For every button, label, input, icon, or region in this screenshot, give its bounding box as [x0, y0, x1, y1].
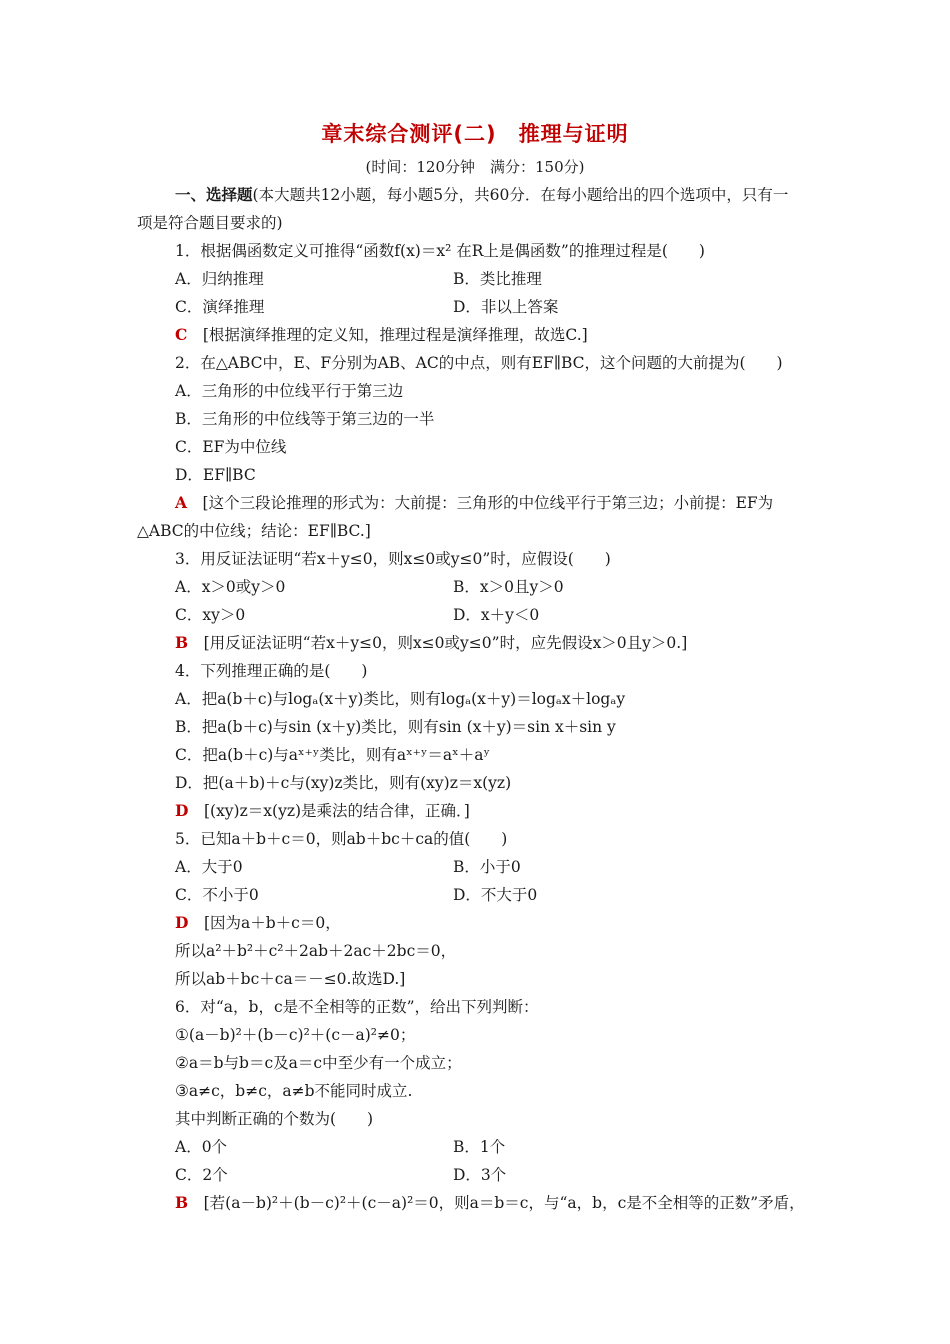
- q6-answer: [175, 1192, 805, 1214]
- q2-option-c: C．EF为中位线: [175, 438, 287, 456]
- q6-option-b: B．1个: [453, 1138, 506, 1156]
- q3-answer: [175, 632, 687, 654]
- q6-ask: 其中判断正确的个数为( ): [175, 1110, 374, 1128]
- q6-option-c: C．2个: [175, 1166, 228, 1184]
- q3-explanation: [用反证法证明“若x＋y≤0，则x≤0或y≤0”时，应先假设x＞0且y＞0.]: [203, 634, 688, 652]
- q4-explanation: [(xy)z＝x(yz)是乘法的结合律，正确．]: [203, 802, 470, 820]
- question-2-stem: 2．在△ABC中，E、F分别为AB、AC的中点，则有EF∥BC，这个问题的大前提为( ): [175, 354, 783, 372]
- q1-option-a: A．归纳推理: [175, 270, 264, 288]
- q1-option-c: C．演绎推理: [175, 298, 265, 316]
- q6-judgment-1: ①(a－b)²＋(b－c)²＋(c－a)²≠0；: [175, 1026, 416, 1044]
- q6-answer-letter: B: [175, 1193, 189, 1212]
- q6-explanation: [若(a－b)²＋(b－c)²＋(c－a)²＝0，则a＝b＝c，与“a，b，c是不全相等的正数”矛盾，: [203, 1194, 805, 1212]
- section-intro: [175, 184, 788, 206]
- q5-option-c: C．不小于0: [175, 886, 259, 904]
- section-heading: 一、选择题: [175, 186, 253, 204]
- q2-answer: [175, 492, 773, 514]
- question-3-stem: 3．用反证法证明“若x＋y≤0，则x≤0或y≤0”时，应假设( ): [175, 550, 611, 568]
- q3-option-d: D．x＋y＜0: [453, 606, 540, 624]
- q4-option-b: B．把a(b＋c)与sin (x＋y)类比，则有sin (x＋y)＝sin x＋sin y: [175, 718, 616, 736]
- q4-option-a: A．把a(b＋c)与logₐ(x＋y)类比，则有logₐ(x＋y)＝logₐx＋logₐy: [175, 690, 626, 708]
- q5-answer-letter: D: [175, 913, 189, 932]
- q5-explanation-line3: 所以ab＋bc＋ca＝－≤0.故选D.]: [175, 970, 406, 988]
- section-intro-text: (本大题共12小题，每小题5分，共60分．在每小题给出的四个选项中，只有一: [252, 186, 789, 204]
- q4-answer-letter: D: [175, 801, 189, 820]
- q6-option-a: A．0个: [175, 1138, 228, 1156]
- q5-option-a: A．大于0: [175, 858, 243, 876]
- question-6-stem: 6．对“a，b，c是不全相等的正数”，给出下列判断：: [175, 998, 539, 1016]
- q2-explanation-cont: △ABC的中位线；结论：EF∥BC.]: [137, 522, 371, 540]
- q1-option-b: B．类比推理: [453, 270, 542, 288]
- q1-option-d: D．非以上答案: [453, 298, 559, 316]
- q1-explanation: [根据演绎推理的定义知，推理过程是演绎推理，故选C.]: [202, 326, 588, 344]
- q6-option-d: D．3个: [453, 1166, 507, 1184]
- q3-answer-letter: B: [175, 633, 189, 652]
- q3-option-b: B．x＞0且y＞0: [453, 578, 564, 596]
- q4-option-d: D．把(a＋b)＋c与(xy)z类比，则有(xy)z＝x(yz): [175, 774, 512, 792]
- q5-option-d: D．不大于0: [453, 886, 538, 904]
- page-subtitle: (时间：120分钟 满分：150分): [365, 158, 585, 176]
- question-4-stem: 4．下列推理正确的是( ): [175, 662, 368, 680]
- q5-answer: [175, 912, 341, 934]
- q2-option-b: B．三角形的中位线等于第三边的一半: [175, 410, 435, 428]
- q1-answer-letter: C: [175, 325, 188, 344]
- q4-answer: [175, 800, 470, 822]
- q2-explanation: [这个三段论推理的形式为：大前提：三角形的中位线平行于第三边；小前提：EF为: [202, 494, 774, 512]
- q6-judgment-2: ②a＝b与b＝c及a＝c中至少有一个成立；: [175, 1054, 462, 1072]
- q2-answer-letter: A: [175, 493, 188, 512]
- section-intro-cont: 项是符合题目要求的): [137, 214, 283, 232]
- q6-judgment-3: ③a≠c，b≠c，a≠b不能同时成立.: [175, 1082, 413, 1100]
- q5-explanation: [因为a＋b＋c＝0，: [203, 914, 341, 932]
- question-1-stem: 1．根据偶函数定义可推得“函数f(x)＝x² 在R上是偶函数”的推理过程是( ): [175, 242, 705, 260]
- q2-option-a: A．三角形的中位线平行于第三边: [175, 382, 404, 400]
- q3-option-a: A．x＞0或y＞0: [175, 578, 286, 596]
- question-5-stem: 5．已知a＋b＋c＝0，则ab＋bc＋ca的值( ): [175, 830, 508, 848]
- q2-option-d: D．EF∥BC: [175, 466, 256, 484]
- page-title: 章末综合测评(二) 推理与证明: [321, 122, 629, 146]
- q4-option-c: C．把a(b＋c)与aˣ⁺ʸ类比，则有aˣ⁺ʸ＝aˣ＋aʸ: [175, 746, 491, 764]
- q5-option-b: B．小于0: [453, 858, 521, 876]
- q3-option-c: C．xy＞0: [175, 606, 246, 624]
- q5-explanation-line2: 所以a²＋b²＋c²＋2ab＋2ac＋2bc＝0，: [175, 942, 457, 960]
- q1-answer: [175, 324, 588, 346]
